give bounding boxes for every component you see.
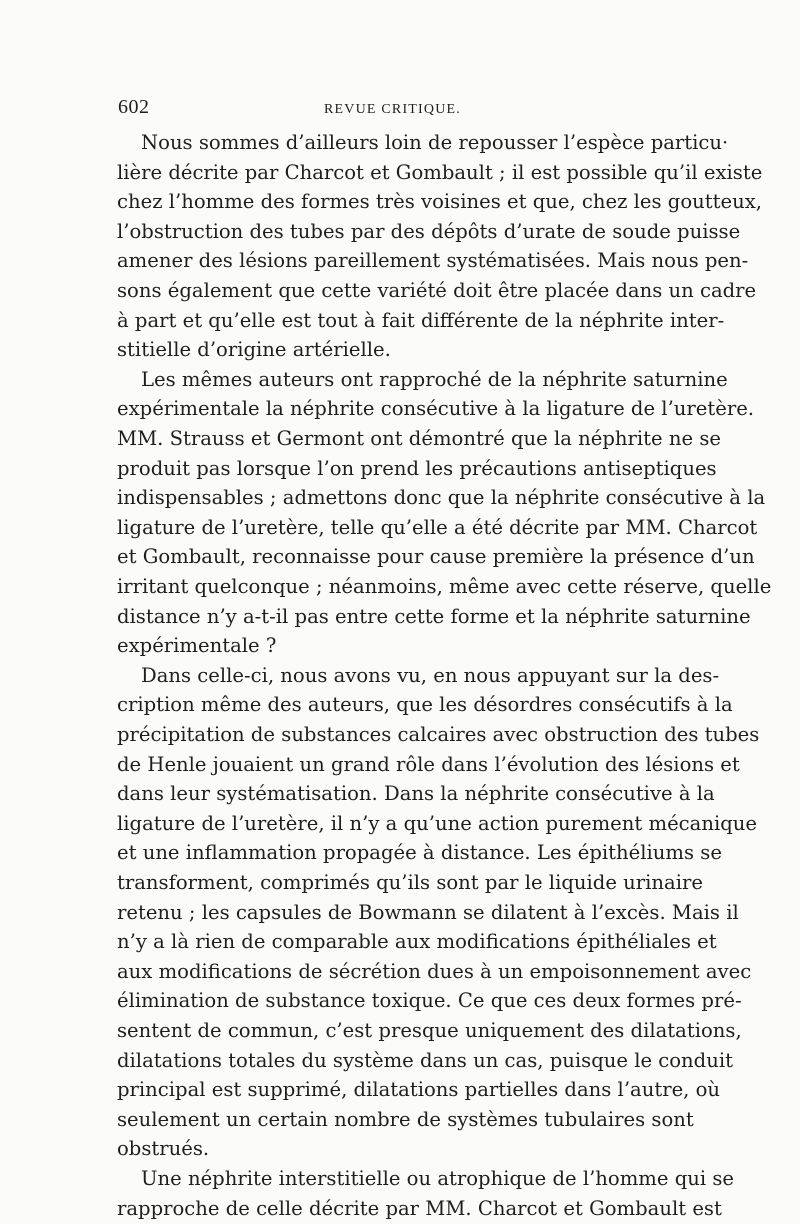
text-line: obstrués.: [117, 1137, 210, 1161]
text-line: dans leur systématisation. Dans la néphrite consécutive à la: [117, 782, 715, 806]
page-header: [118, 96, 684, 126]
text-line: ligature de l’uretère, il n’y a qu’une action purement mécanique: [117, 811, 757, 835]
text-line: Nous sommes d’ailleurs loin de repousser l’espèce particu·: [141, 131, 729, 154]
text-line: produit pas lorsque l’on prend les précautions antiseptiques: [117, 456, 717, 480]
text-line: expérimentale la néphrite consécutive à la ligature de l’uretère.: [117, 397, 755, 421]
text-line: Les mêmes auteurs ont rapproché de la néphrite saturnine: [141, 367, 728, 391]
text-line: transforment, comprimés qu’ils sont par le liquide urinaire: [117, 871, 703, 894]
text-line: chez l’homme des formes très voisines et que, chez les goutteux,: [117, 190, 762, 214]
text-line: rapproche de celle décrite par MM. Charcot et Gombault est: [117, 1196, 722, 1220]
text-line: distance n’y a-t-il pas entre cette forme et la néphrite saturnine: [117, 604, 751, 628]
text-line: expérimentale ?: [117, 634, 277, 658]
text-line: et Gombault, reconnaisse pour cause première la présence d’un: [117, 545, 755, 569]
text-line: irritant quelconque ; néanmoins, même avec cette réserve, quelle: [117, 575, 772, 598]
text-line: principal est supprimé, dilatations partielles dans l’autre, où: [117, 1078, 721, 1102]
text-line: et une inflammation propagée à distance. Les épithéliums se: [117, 841, 722, 865]
text-line: sons également que cette variété doit être placée dans un cadre: [117, 279, 757, 302]
page-number: 602: [118, 96, 150, 118]
text-line: lière décrite par Charcot et Gombault ; il est possible qu’il existe: [117, 160, 763, 184]
text-line: stitielle d’origine artérielle.: [117, 338, 391, 362]
text-line: de Henle jouaient un grand rôle dans l’évolution des lésions et: [117, 752, 740, 776]
text-line: l’obstruction des tubes par des dépôts d’urate de soude puisse: [117, 219, 741, 243]
text-line: amener des lésions pareillement systématisées. Mais nous pen-: [117, 249, 749, 273]
text-line: cription même des auteurs, que les désordres consécutifs à la: [117, 693, 733, 717]
running-head: REVUE CRITIQUE.: [324, 102, 461, 117]
text-line: à part et qu’elle est tout à fait différente de la néphrite inter-: [117, 308, 725, 332]
text-line: MM. Strauss et Germont ont démontré que la néphrite ne se: [117, 427, 721, 450]
text-line: n’y a là rien de comparable aux modifications épithéliales et: [117, 930, 717, 954]
text-line: aux modifications de sécrétion dues à un empoisonnement avec: [117, 959, 752, 983]
text-line: indispensables ; admettons donc que la néphrite consécutive à la: [117, 486, 766, 510]
text-line: Une néphrite interstitielle ou atrophique de l’homme qui se: [141, 1167, 735, 1190]
text-line: retenu ; les capsules de Bowmann se dilatent à l’excès. Mais il: [117, 900, 739, 924]
text-line: seulement un certain nombre de systèmes tubulaires sont: [117, 1107, 694, 1131]
text-line: Dans celle-ci, nous avons vu, en nous appuyant sur la des-: [141, 663, 720, 687]
text-line: élimination de substance toxique. Ce que ces deux formes pré-: [117, 989, 742, 1013]
text-line: précipitation de substances calcaires avec obstruction des tubes: [117, 723, 760, 746]
text-line: sentent de commun, c’est presque uniquement des dilatations,: [117, 1019, 742, 1042]
text-line: ligature de l’uretère, telle qu’elle a été décrite par MM. Charcot: [117, 515, 758, 539]
text-line: dilatations totales du système dans un cas, puisque le conduit: [117, 1048, 733, 1072]
